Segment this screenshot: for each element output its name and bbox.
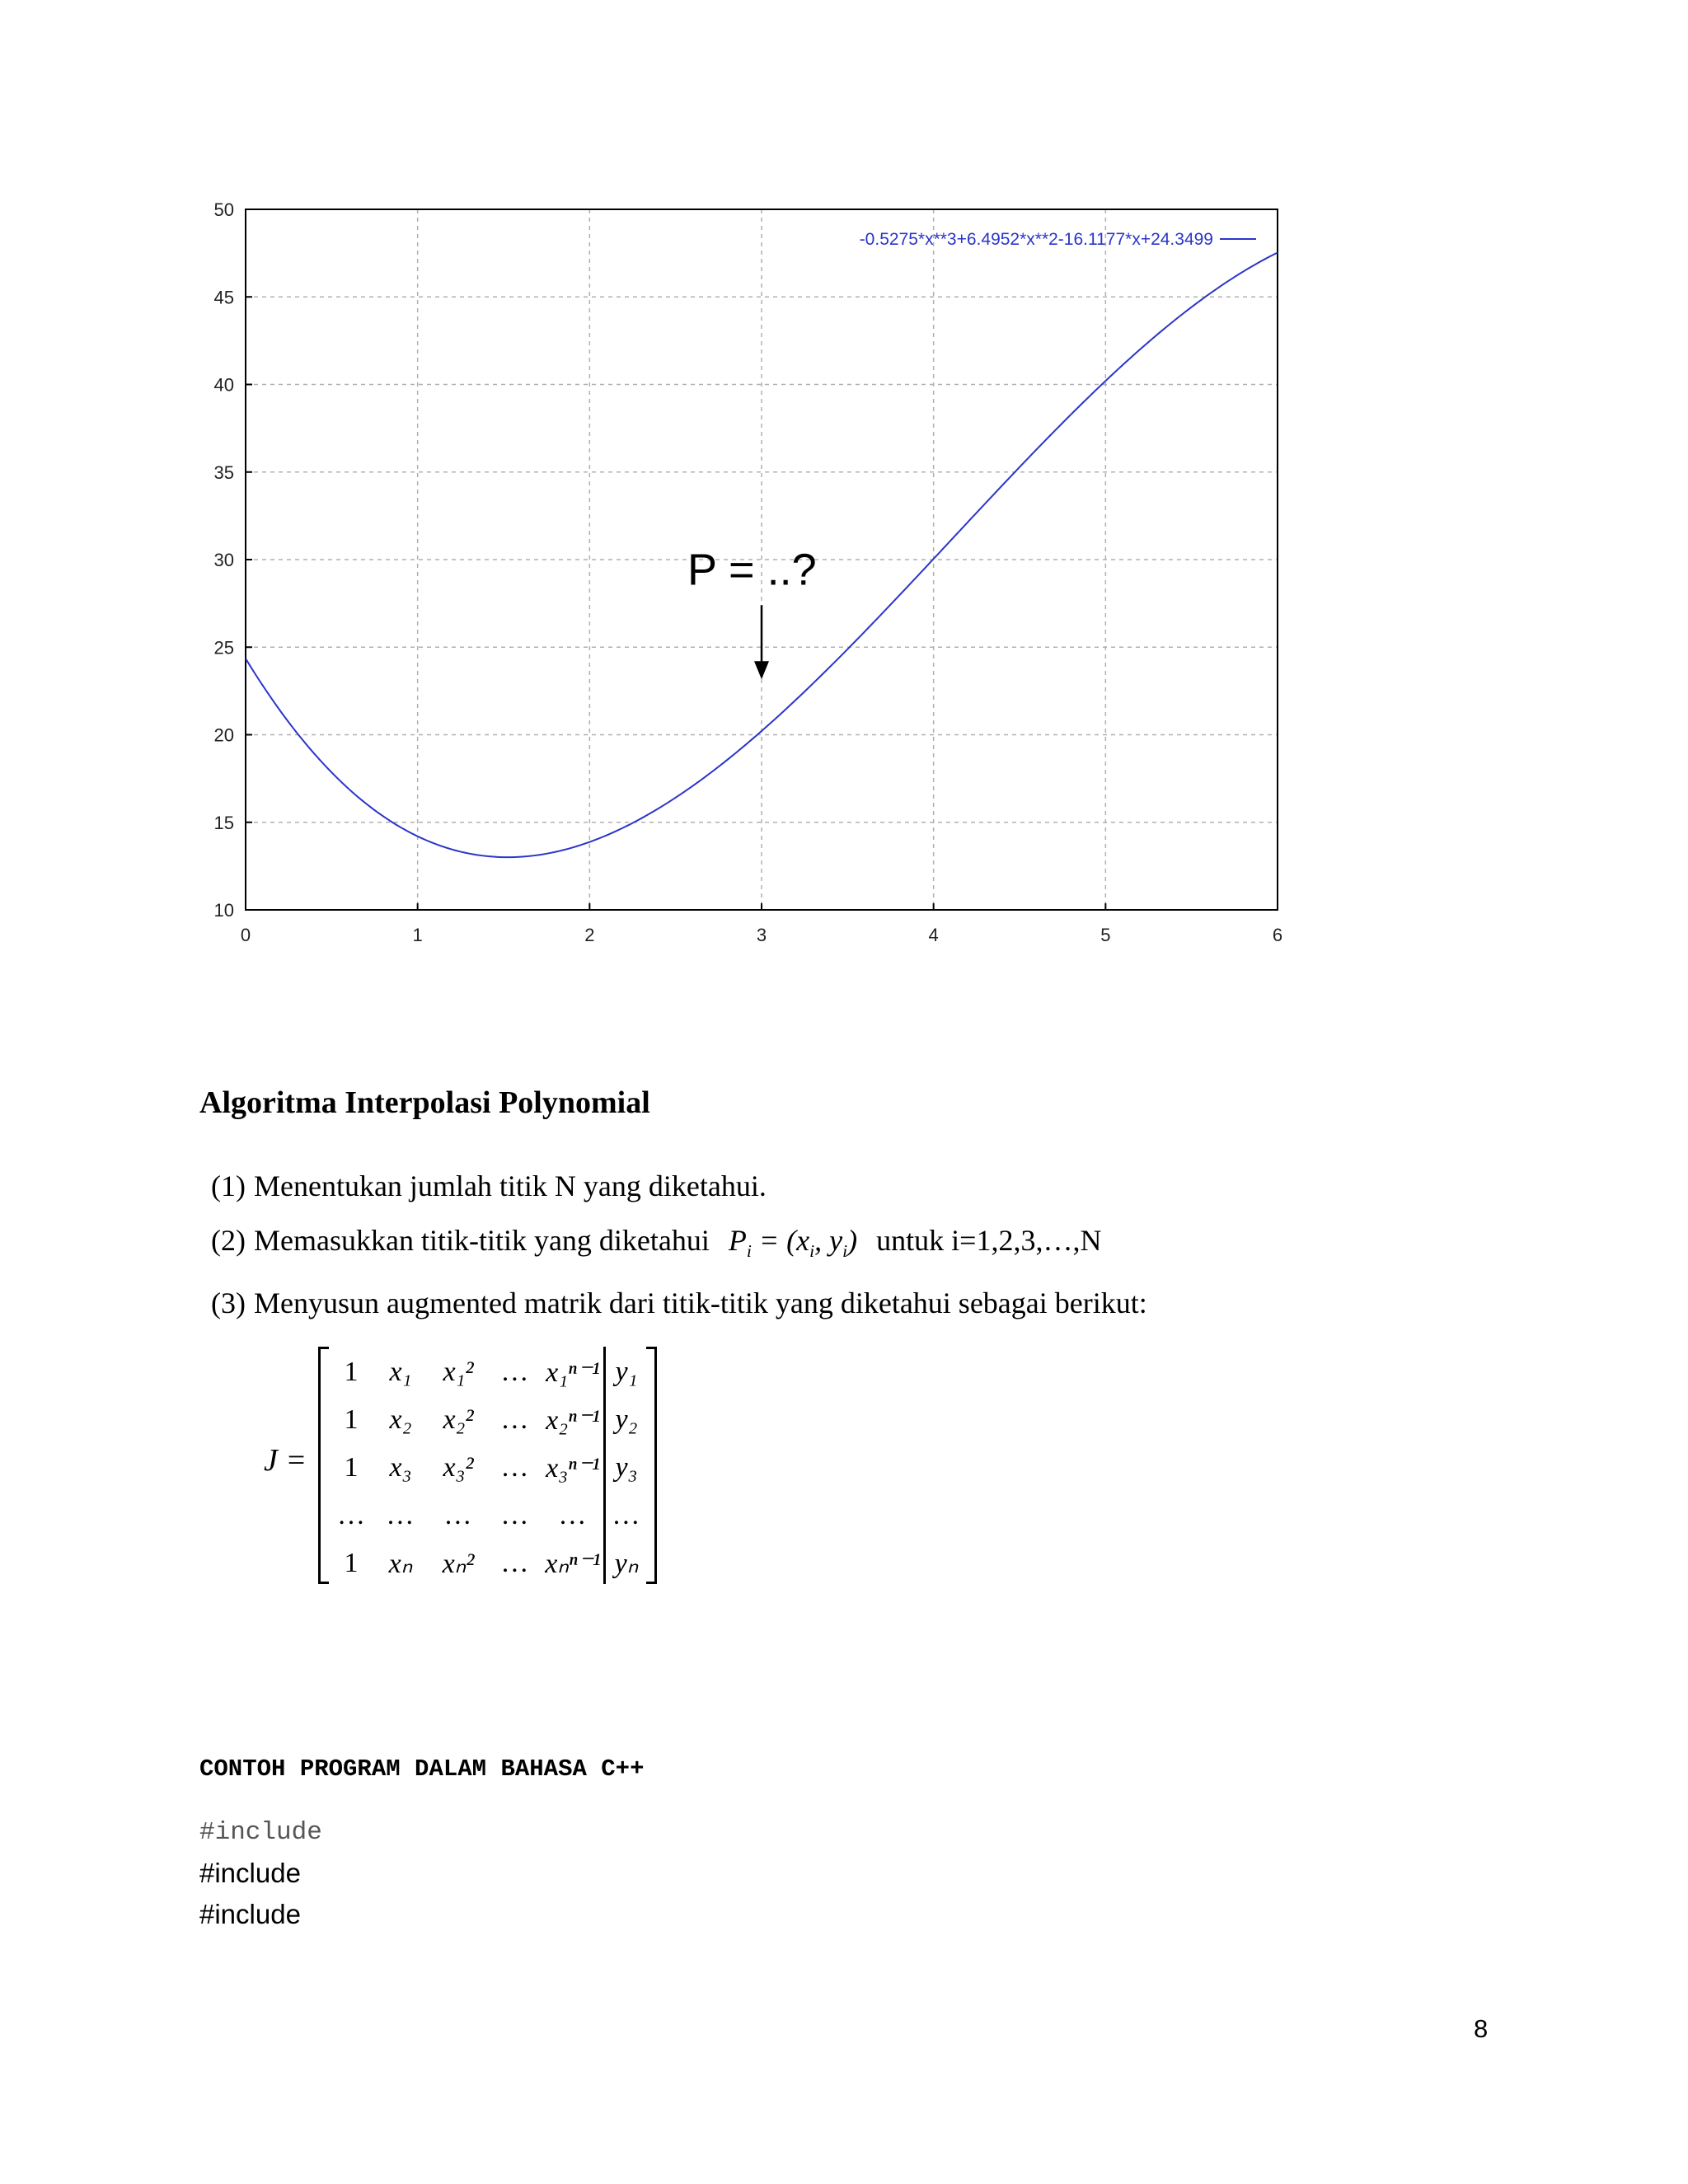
step-2-formula [728,1224,858,1262]
step-1-number: (1) [211,1169,246,1202]
matrix-cell: 1 [344,1548,359,1578]
matrix-cell: x₂² [443,1404,474,1435]
matrix-cell: 1 [344,1357,359,1387]
matrix-left-bracket [318,1347,329,1584]
matrix-row [330,1540,649,1587]
y-tick-label: 30 [213,550,234,570]
x-tick-label: 1 [412,925,423,945]
formula-p: P [728,1224,747,1257]
y-tick-label: 40 [213,374,234,396]
annotation-label: P = ..? [687,545,817,595]
matrix-cell: x₃ [389,1452,412,1483]
step-3 [211,1286,1147,1320]
formula-mid: = (x [751,1224,810,1257]
x-tick-label: 2 [584,925,595,945]
step-3-text: Menyusun augmented matrik dari titik-titik yang diketahui sebagai berikut: [253,1286,1147,1319]
formula-p-sub: i [746,1241,752,1262]
matrix-cell: y₃ [615,1452,638,1483]
step-2 [211,1223,1101,1262]
matrix-cell: x₃ⁿ⁻¹ [546,1453,600,1483]
x-tick-label: 3 [756,925,767,945]
matrix-cell: xₙ² [442,1549,475,1579]
x-tick-label: 0 [240,925,251,945]
section-heading: Algoritma Interpolasi Polynomial [199,1085,650,1120]
code-line-2: #include [199,1858,301,1888]
matrix-cell: xₙⁿ⁻¹ [545,1549,601,1579]
matrix-row [330,1492,649,1540]
step-2-text: Memasukkan titik-titik yang diketahui [253,1224,710,1257]
matrix-cell: … [502,1357,528,1387]
matrix-cell: x₂ⁿ⁻¹ [546,1405,600,1436]
matrix-cell: x₁² [443,1357,474,1387]
y-tick-label: 20 [213,724,234,746]
matrix-cell: y₂ [615,1404,638,1435]
code-heading: CONTOH PROGRAM DALAM BAHASA C++ [199,1755,645,1783]
step-3-number: (3) [211,1286,246,1319]
matrix-cell: yₙ [614,1549,639,1579]
matrix-cell: … [387,1500,414,1530]
x-tick-label: 4 [928,925,939,945]
step-2-suffix: untuk i=1,2,3,…,N [876,1224,1102,1257]
matrix-cell: x₁ⁿ⁻¹ [546,1357,600,1388]
matrix-cell: … [613,1500,640,1530]
matrix-cell: xₙ [388,1549,413,1579]
step-1 [211,1169,767,1203]
matrix-cell: … [560,1500,586,1530]
matrix-cell: … [502,1548,528,1578]
matrix-cell: 1 [344,1452,359,1483]
page-number: 8 [1474,2014,1489,2043]
matrix-cell: y₁ [615,1357,638,1387]
matrix-cell: … [337,1500,365,1530]
y-tick-label: 10 [213,900,234,921]
matrix-cell: … [502,1452,528,1483]
matrix-cell: x₁ [389,1357,412,1387]
matrix-table [330,1348,649,1587]
matrix-cell: … [502,1500,528,1530]
y-tick-label: 35 [213,462,234,483]
legend-label: -0.5275*x**3+6.4952*x**2-16.1177*x+24.3499 [859,230,1213,249]
polynomial-chart [198,196,1294,954]
formula-x-sub: i [809,1241,815,1262]
matrix-label: J = [264,1443,307,1478]
matrix-cell: … [445,1500,471,1530]
formula-end: ) [847,1224,858,1257]
augmented-matrix [264,1343,659,1582]
y-tick-label: 45 [213,287,234,308]
matrix-cell: x₂ [389,1404,412,1435]
x-tick-label: 6 [1272,925,1283,945]
matrix-row [330,1396,649,1444]
formula-y: , y [814,1224,843,1257]
matrix-cell: x₃² [443,1452,474,1483]
step-2-number: (2) [211,1224,246,1257]
matrix-cell: 1 [344,1404,359,1435]
chart-svg [198,196,1294,954]
x-tick-label: 5 [1100,925,1111,945]
step-1-text: Menentukan jumlah titik N yang diketahui. [253,1169,767,1202]
formula-y-sub: i [842,1241,848,1262]
matrix-row [330,1444,649,1492]
y-tick-label: 15 [213,812,234,833]
matrix-cell: … [502,1404,528,1435]
y-tick-label: 25 [213,637,234,658]
code-line-3: #include [199,1899,301,1929]
matrix-row [330,1348,649,1396]
y-tick-label: 50 [213,199,234,220]
code-line-1: #include [199,1818,322,1847]
